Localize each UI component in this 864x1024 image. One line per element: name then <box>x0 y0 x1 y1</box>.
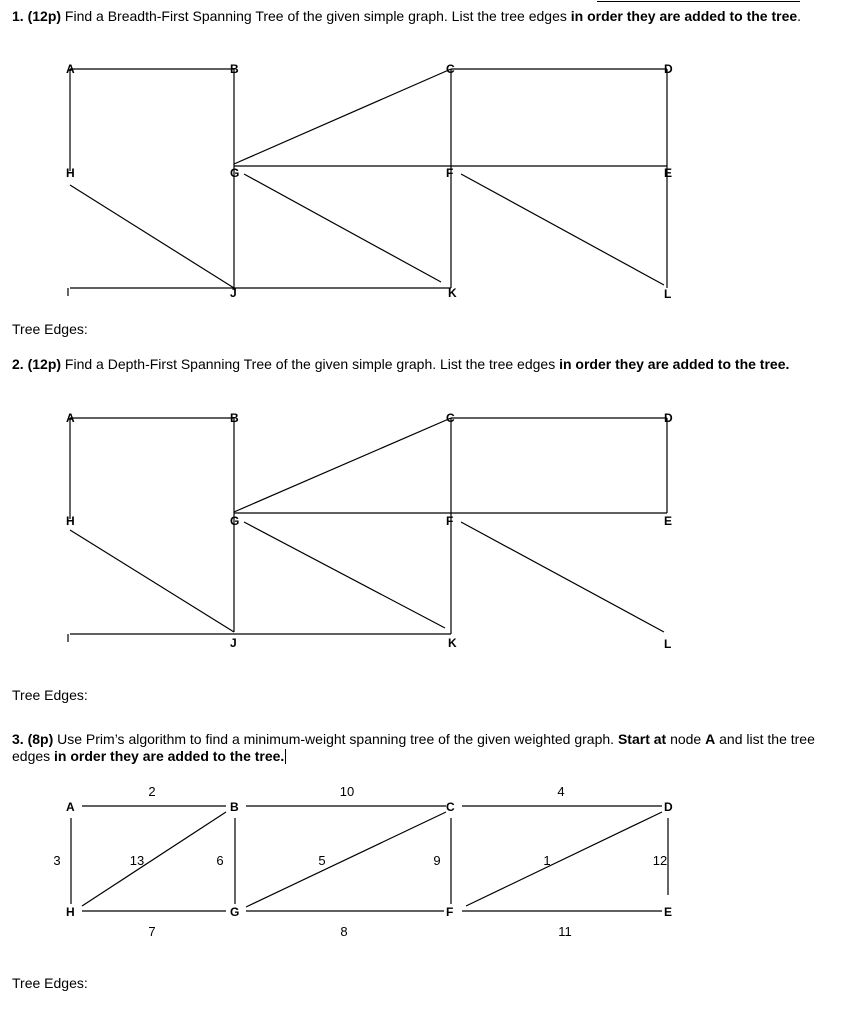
node-c: C <box>446 411 455 425</box>
q1-tree-edges-label: Tree Edges: <box>12 321 88 337</box>
weight-g-c: 5 <box>318 853 326 868</box>
node-h: H <box>66 166 75 180</box>
node-c: C <box>446 800 455 814</box>
node-f: F <box>446 905 454 919</box>
q1-number: 1. <box>12 8 24 24</box>
weight-f-e: 11 <box>558 924 572 939</box>
q1-end: . <box>797 8 802 24</box>
q2-emphasis: in order they are added to the tree. <box>559 356 790 372</box>
node-j: J <box>230 636 237 650</box>
node-k: K <box>448 286 457 300</box>
weight-g-f: 8 <box>340 924 348 939</box>
node-b: B <box>230 800 239 814</box>
weight-b-c: 10 <box>339 784 355 799</box>
q2-tree-edges-label: Tree Edges: <box>12 687 88 703</box>
weight-h-g: 7 <box>148 924 156 939</box>
q1-text: Find a Breadth-First Spanning Tree of the given simple graph. List the tree edges <box>61 8 571 24</box>
q3-number: 3. <box>12 731 24 747</box>
q3-node-a: A <box>705 731 716 747</box>
node-l: L <box>664 637 672 651</box>
node-g: G <box>230 514 240 528</box>
q3-text-3: and list the tree edges <box>12 731 815 764</box>
edge-f-d <box>466 812 662 906</box>
node-b: B <box>230 62 239 76</box>
node-e: E <box>664 905 673 919</box>
node-g: G <box>230 905 240 919</box>
weight-c-f: 9 <box>433 853 441 868</box>
node-k: K <box>448 636 457 650</box>
node-d: D <box>664 411 673 425</box>
node-g: G <box>230 166 240 180</box>
node-f: F <box>446 514 454 528</box>
weight-a-b: 2 <box>148 784 156 799</box>
q1-points: (12p) <box>27 8 62 24</box>
node-h: H <box>66 514 75 528</box>
node-e: E <box>664 514 673 528</box>
edge-h-b <box>82 812 226 906</box>
node-a: A <box>66 411 75 425</box>
node-j: J <box>230 286 237 300</box>
q2-points: (12p) <box>27 356 62 372</box>
weight-d-e: 12 <box>652 853 668 868</box>
q2-text: Find a Depth-First Spanning Tree of the given simple graph. List the tree edges <box>61 356 560 372</box>
weight-f-d: 1 <box>543 853 551 868</box>
weight-b-g: 6 <box>216 853 224 868</box>
node-a: A <box>66 800 75 814</box>
q3-emphasis: in order they are added to the tree. <box>54 748 285 764</box>
node-l: L <box>664 287 672 301</box>
node-d: D <box>664 62 673 76</box>
q2-number: 2. <box>12 356 24 372</box>
node-a: A <box>66 62 75 76</box>
q3-text-1: Use Prim’s algorithm to find a minimum-weight spanning tree of the given weighted graph. <box>53 731 618 747</box>
weight-c-d: 4 <box>557 784 565 799</box>
q1-emphasis: in order they are added to the tree <box>570 8 798 24</box>
node-h: H <box>66 905 75 919</box>
q3-points: (8p) <box>27 731 54 747</box>
q3-start: Start at <box>617 731 667 747</box>
q3-text-2: node <box>666 731 706 747</box>
q3-tree-edges-label: Tree Edges: <box>12 975 88 991</box>
node-b: B <box>230 411 239 425</box>
node-d: D <box>664 800 673 814</box>
weight-h-b: 13 <box>129 853 145 868</box>
node-f: F <box>446 166 454 180</box>
node-e: E <box>664 166 673 180</box>
weight-a-h: 3 <box>53 853 61 868</box>
node-c: C <box>446 62 455 76</box>
edge-g-c <box>246 812 446 907</box>
